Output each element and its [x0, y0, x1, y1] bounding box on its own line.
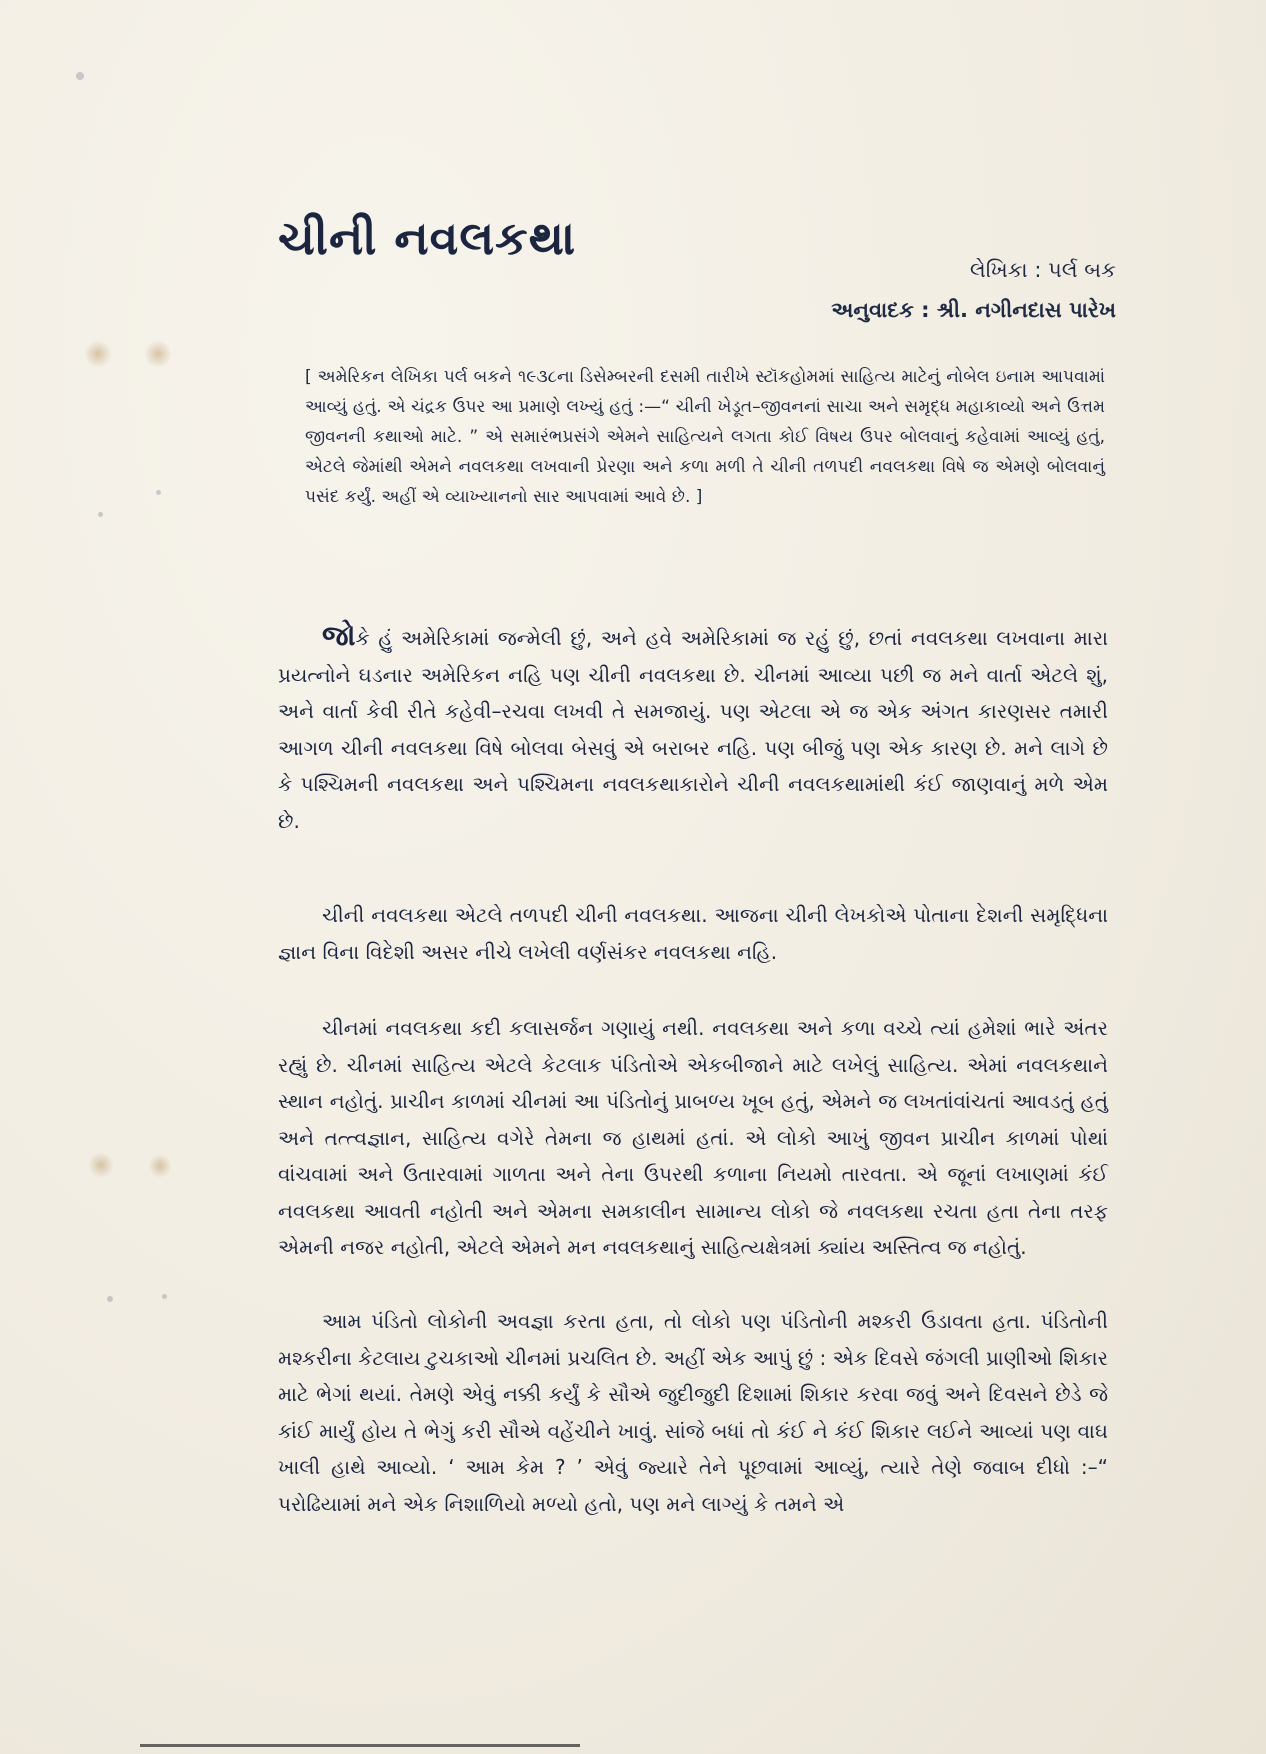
translator-line: અનુવાદક : શ્રી. નગીનદાસ પારેખ	[831, 298, 1116, 322]
author-line: લેખિકા : પર્લ બક	[969, 258, 1116, 282]
bottom-edge-line	[140, 1744, 580, 1747]
paragraph-1	[278, 618, 1108, 839]
scan-speck	[76, 72, 84, 80]
scan-stain	[88, 1152, 114, 1178]
scan-speck	[107, 1296, 113, 1302]
scan-speck	[162, 1294, 167, 1299]
drop-cap: જો	[322, 619, 356, 652]
paragraph-1-text: કે હું અમેરિકામાં જન્મેલી છું, અને હવે અમેરિકામાં જ રહું છું, છતાં નવલકથા લખવાના મારા પ્રયત્નોને ઘડનાર અમેરિકન નહિ પણ ચીની નવલકથા છે. ચીનમાં આવ્યા પછી જ મને વાર્તા એટલે શું, અને વાર્તા કેવી રીતે કહેવી–રચવા લખવી તે સમજાયું. પણ એટલા એ જ એક અંગત કારણસર તમારી આગળ ચીની નવલકથા વિષે બોલવા બેસવું એ બરાબર નહિ. પણ બીજું પણ એક કારણ છે. મને લાગે છે કે પશ્ચિમની નવલકથા અને પશ્ચિમના નવલકથાકારોને ચીની નવલકથામાંથી કંઈ જાણવાનું મળે એમ છે.	[278, 626, 1108, 833]
article-title: ચીની નવલકથા	[278, 210, 577, 265]
paragraph-4: આમ પંડિતો લોકોની અવજ્ઞા કરતા હતા, તો લોકો પણ પંડિતોની મશ્કરી ઉડાવતા હતા. પંડિતોની મશ્કરીના કેટલાય ટુચકાઓ ચીનમાં પ્રચલિત છે. અહીં એક આપું છું : એક દિવસે જંગલી પ્રાણીઓ શિકાર માટે ભેગાં થયાં. તેમણે એવું નક્કી કર્યું કે સૌએ જુદીજુદી દિશામાં શિકાર કરવા જવું અને દિવસને છેડે જે કાંઈ માર્યું હોય તે ભેગું કરી સૌએ વહેંચીને ખાવું. સાંજે બધાં તો કંઈ ને કંઈ શિકાર લઈને આવ્યાં પણ વાઘ ખાલી હાથે આવ્યો. ‘ આમ કેમ ? ’ એવું જ્યારે તેને પૂછવામાં આવ્યું, ત્યારે તેણે જવાબ દીધો :–“ પરોઢિયામાં મને એક નિશાળિયો મળ્યો હતો, પણ મને લાગ્યું કે તમને એ	[278, 1309, 1108, 1516]
scan-stain	[84, 340, 112, 368]
scan-speck	[156, 490, 161, 495]
paragraph-2: ચીની નવલકથા એટલે તળપદી ચીની નવલકથા. આજના ચીની લેખકોએ પોતાના દેશની સમૃદ્ધિના જ્ઞાન વિના વિદેશી અસર નીચે લખેલી વર્ણસંકર નવલકથા નહિ.	[278, 903, 1108, 964]
intro-note: [ અમેરિકન લેખિકા પર્લ બકને ૧૯૩૮ના ડિસેમ્બરની દસમી તારીખે સ્ટૉકહોમમાં સાહિત્ય માટેનું નોબેલ ઇનામ આપવામાં આવ્યું હતું. એ ચંદ્રક ઉપર આ પ્રમાણે લખ્યું હતું :—“ ચીની ખેડૂત–જીવનનાં સાચા અને સમૃદ્ધ મહાકાવ્યો અને ઉત્તમ જીવનની કથાઓ માટે. ” એ સમારંભપ્રસંગે એમને સાહિત્યને લગતા કોઈ વિષય ઉપર બોલવાનું કહેવામાં આવ્યું હતું, એટલે જેમાંથી એમને નવલકથા લખવાની પ્રેરણા અને કળા મળી તે ચીની તળપદી નવલકથા વિષે જ એમણે બોલવાનું પસંદ કર્યું. અહીં એ વ્યાખ્યાનનો સાર આપવામાં આવે છે. ]	[305, 367, 1105, 507]
paragraph-3: ચીનમાં નવલકથા કદી કલાસર્જન ગણાયું નથી. નવલકથા અને કળા વચ્ચે ત્યાં હમેશાં ભારે અંતર રહ્યું છે. ચીનમાં સાહિત્ય એટલે કેટલાક પંડિતોએ એકબીજાને માટે લખેલું સાહિત્ય. એમાં નવલકથાને સ્થાન નહોતું. પ્રાચીન કાળમાં ચીનમાં આ પંડિતોનું પ્રાબળ્ય ખૂબ હતું, એમને જ લખતાંવાંચતાં આવડતું હતું અને તત્ત્વજ્ઞાન, સાહિત્ય વગેરે તેમના જ હાથમાં હતાં. એ લોકો આખું જીવન પ્રાચીન કાળમાં પોથાં વાંચવામાં અને ઉતારવામાં ગાળતા અને તેના ઉપરથી કળાના નિયમો તારવતા. એ જૂનાં લખાણમાં કંઈ નવલકથા આવતી નહોતી અને એમના સમકાલીન સામાન્ય લોકો જે નવલકથા રચતા હતા તેના તરફ એમની નજર નહોતી, એટલે એમને મન નવલકથાનું સાહિત્યક્ષેત્રમાં ક્યાંય અસ્તિત્વ જ નહોતું.	[278, 1016, 1108, 1259]
scan-speck	[98, 512, 103, 517]
scan-stain	[144, 340, 172, 368]
scan-stain	[148, 1154, 172, 1178]
